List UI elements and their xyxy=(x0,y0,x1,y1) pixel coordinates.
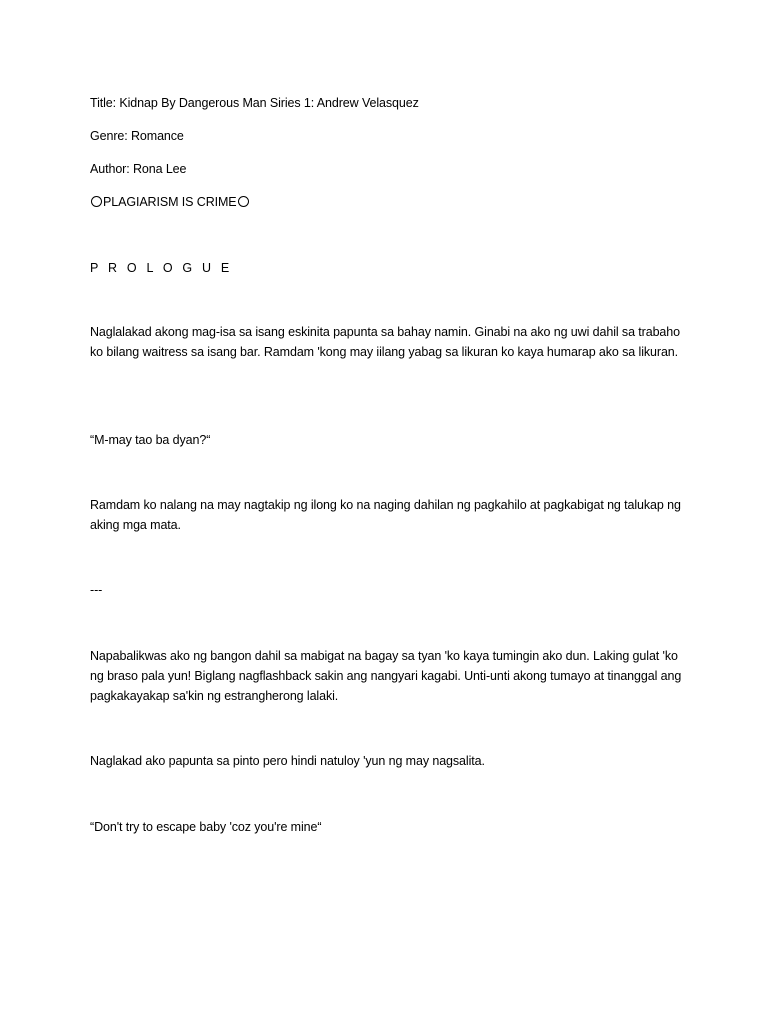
paragraph-6: “Don't try to escape baby 'coz you're mine“ xyxy=(90,820,322,834)
plagiarism-notice xyxy=(90,192,690,212)
circle-icon xyxy=(238,196,249,207)
paragraph-1: Naglalakad akong mag-isa sa isang eskinita papunta sa bahay namin. Ginabi na ako ng uwi dahil sa trabaho ko bilang waitress sa isang bar. Ramdam 'kong may iilang yabag sa likuran ko kaya humarap ako sa likuran. xyxy=(90,325,680,359)
title-line: Title: Kidnap By Dangerous Man Siries 1: Andrew Velasquez xyxy=(90,96,419,110)
section-separator: --- xyxy=(90,583,103,597)
author-line: Author: Rona Lee xyxy=(90,162,187,176)
genre-line: Genre: Romance xyxy=(90,129,184,143)
paragraph-5: Naglakad ako papunta sa pinto pero hindi natuloy 'yun ng may nagsalita. xyxy=(90,754,485,768)
paragraph-4: Napabalikwas ako ng bangon dahil sa mabigat na bagay sa tyan 'ko kaya tumingin ako dun. Laking gulat 'ko ng braso pala yun! Biglang nagflashback sakin ang nangyari kagabi. Unti-unti akong tumayo at tinanggal ang pagkakayakap sa'kin ng estrangherong lalaki. xyxy=(90,649,682,703)
prologue-heading: P R O L O G U E xyxy=(90,261,233,275)
paragraph-2: “M-may tao ba dyan?“ xyxy=(90,433,211,447)
paragraph-3: Ramdam ko nalang na may nagtakip ng ilong ko na naging dahilan ng pagkahilo at pagkabigat ng talukap ng aking mga mata. xyxy=(90,498,681,532)
circle-icon xyxy=(91,196,102,207)
plagiarism-text: PLAGIARISM IS CRIME xyxy=(103,195,237,209)
